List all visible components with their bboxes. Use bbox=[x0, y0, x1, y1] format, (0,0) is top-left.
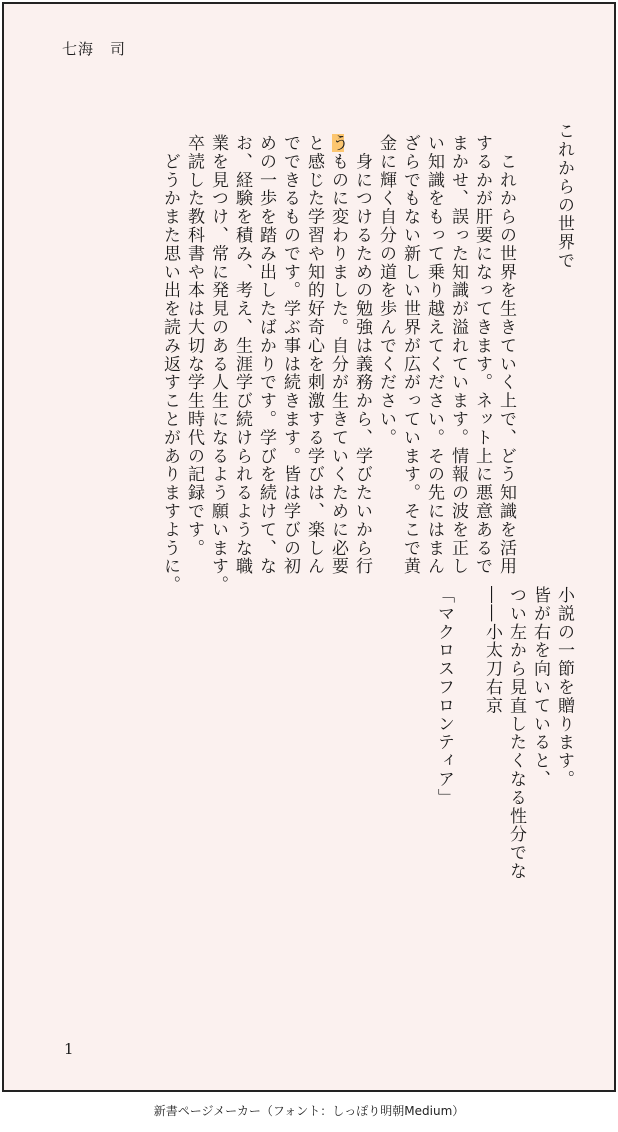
highlight-mark: う bbox=[328, 134, 348, 153]
quote-block: 小説の一節を贈ります。 皆が右を向いていると、 つい左から見直したくなる性分でな ――小太刀右京 「マクロスフロンティア」 bbox=[434, 586, 574, 881]
essay-title: これからの世界で bbox=[554, 122, 574, 270]
footer-caption: 新書ページメーカー（フォント：しっぽり明朝Medium） bbox=[153, 1104, 465, 1118]
author-family-name: 七海 bbox=[62, 40, 95, 58]
essay-paragraph-2-start: 身につけるための勉強は義務から、学びたいから行 bbox=[352, 152, 372, 576]
essay-body bbox=[58, 134, 518, 594]
book-page bbox=[2, 2, 616, 1092]
author-name bbox=[62, 38, 126, 59]
page-number: 1 bbox=[64, 1040, 74, 1058]
essay-paragraph-1: これからの世界を生きていく上で、どう知識を活用 するかが肝要になってきます。ネット上に悪意あるで まかせ、誤った知識が溢れています。情報の波を正し い知識をもって乗り越えてください。その先にはまん ざらでもない新しい世界が広がっています。そこで黄 金に輝く自分の道を歩んでください。 bbox=[376, 134, 516, 576]
author-given-name: 司 bbox=[110, 40, 127, 58]
essay-paragraph-2-rest: ものに変わりました。自分が生きていくために必要 と感じた学習や知的好奇心を刺激する学びは、楽しん でできるものです。学ぶ事は続きます。皆は学びの初 めの一歩を踏み出したばかりです。学びを続けて、な お、経験を積み、考え、生涯学び続けられるような職 業を見つけ、常に発見のある人生になるよう願います。 卒読した教科書や本は大切な学生時代の記録です。 どうかまた思い出を読み返すことがありますように。 bbox=[160, 134, 348, 594]
